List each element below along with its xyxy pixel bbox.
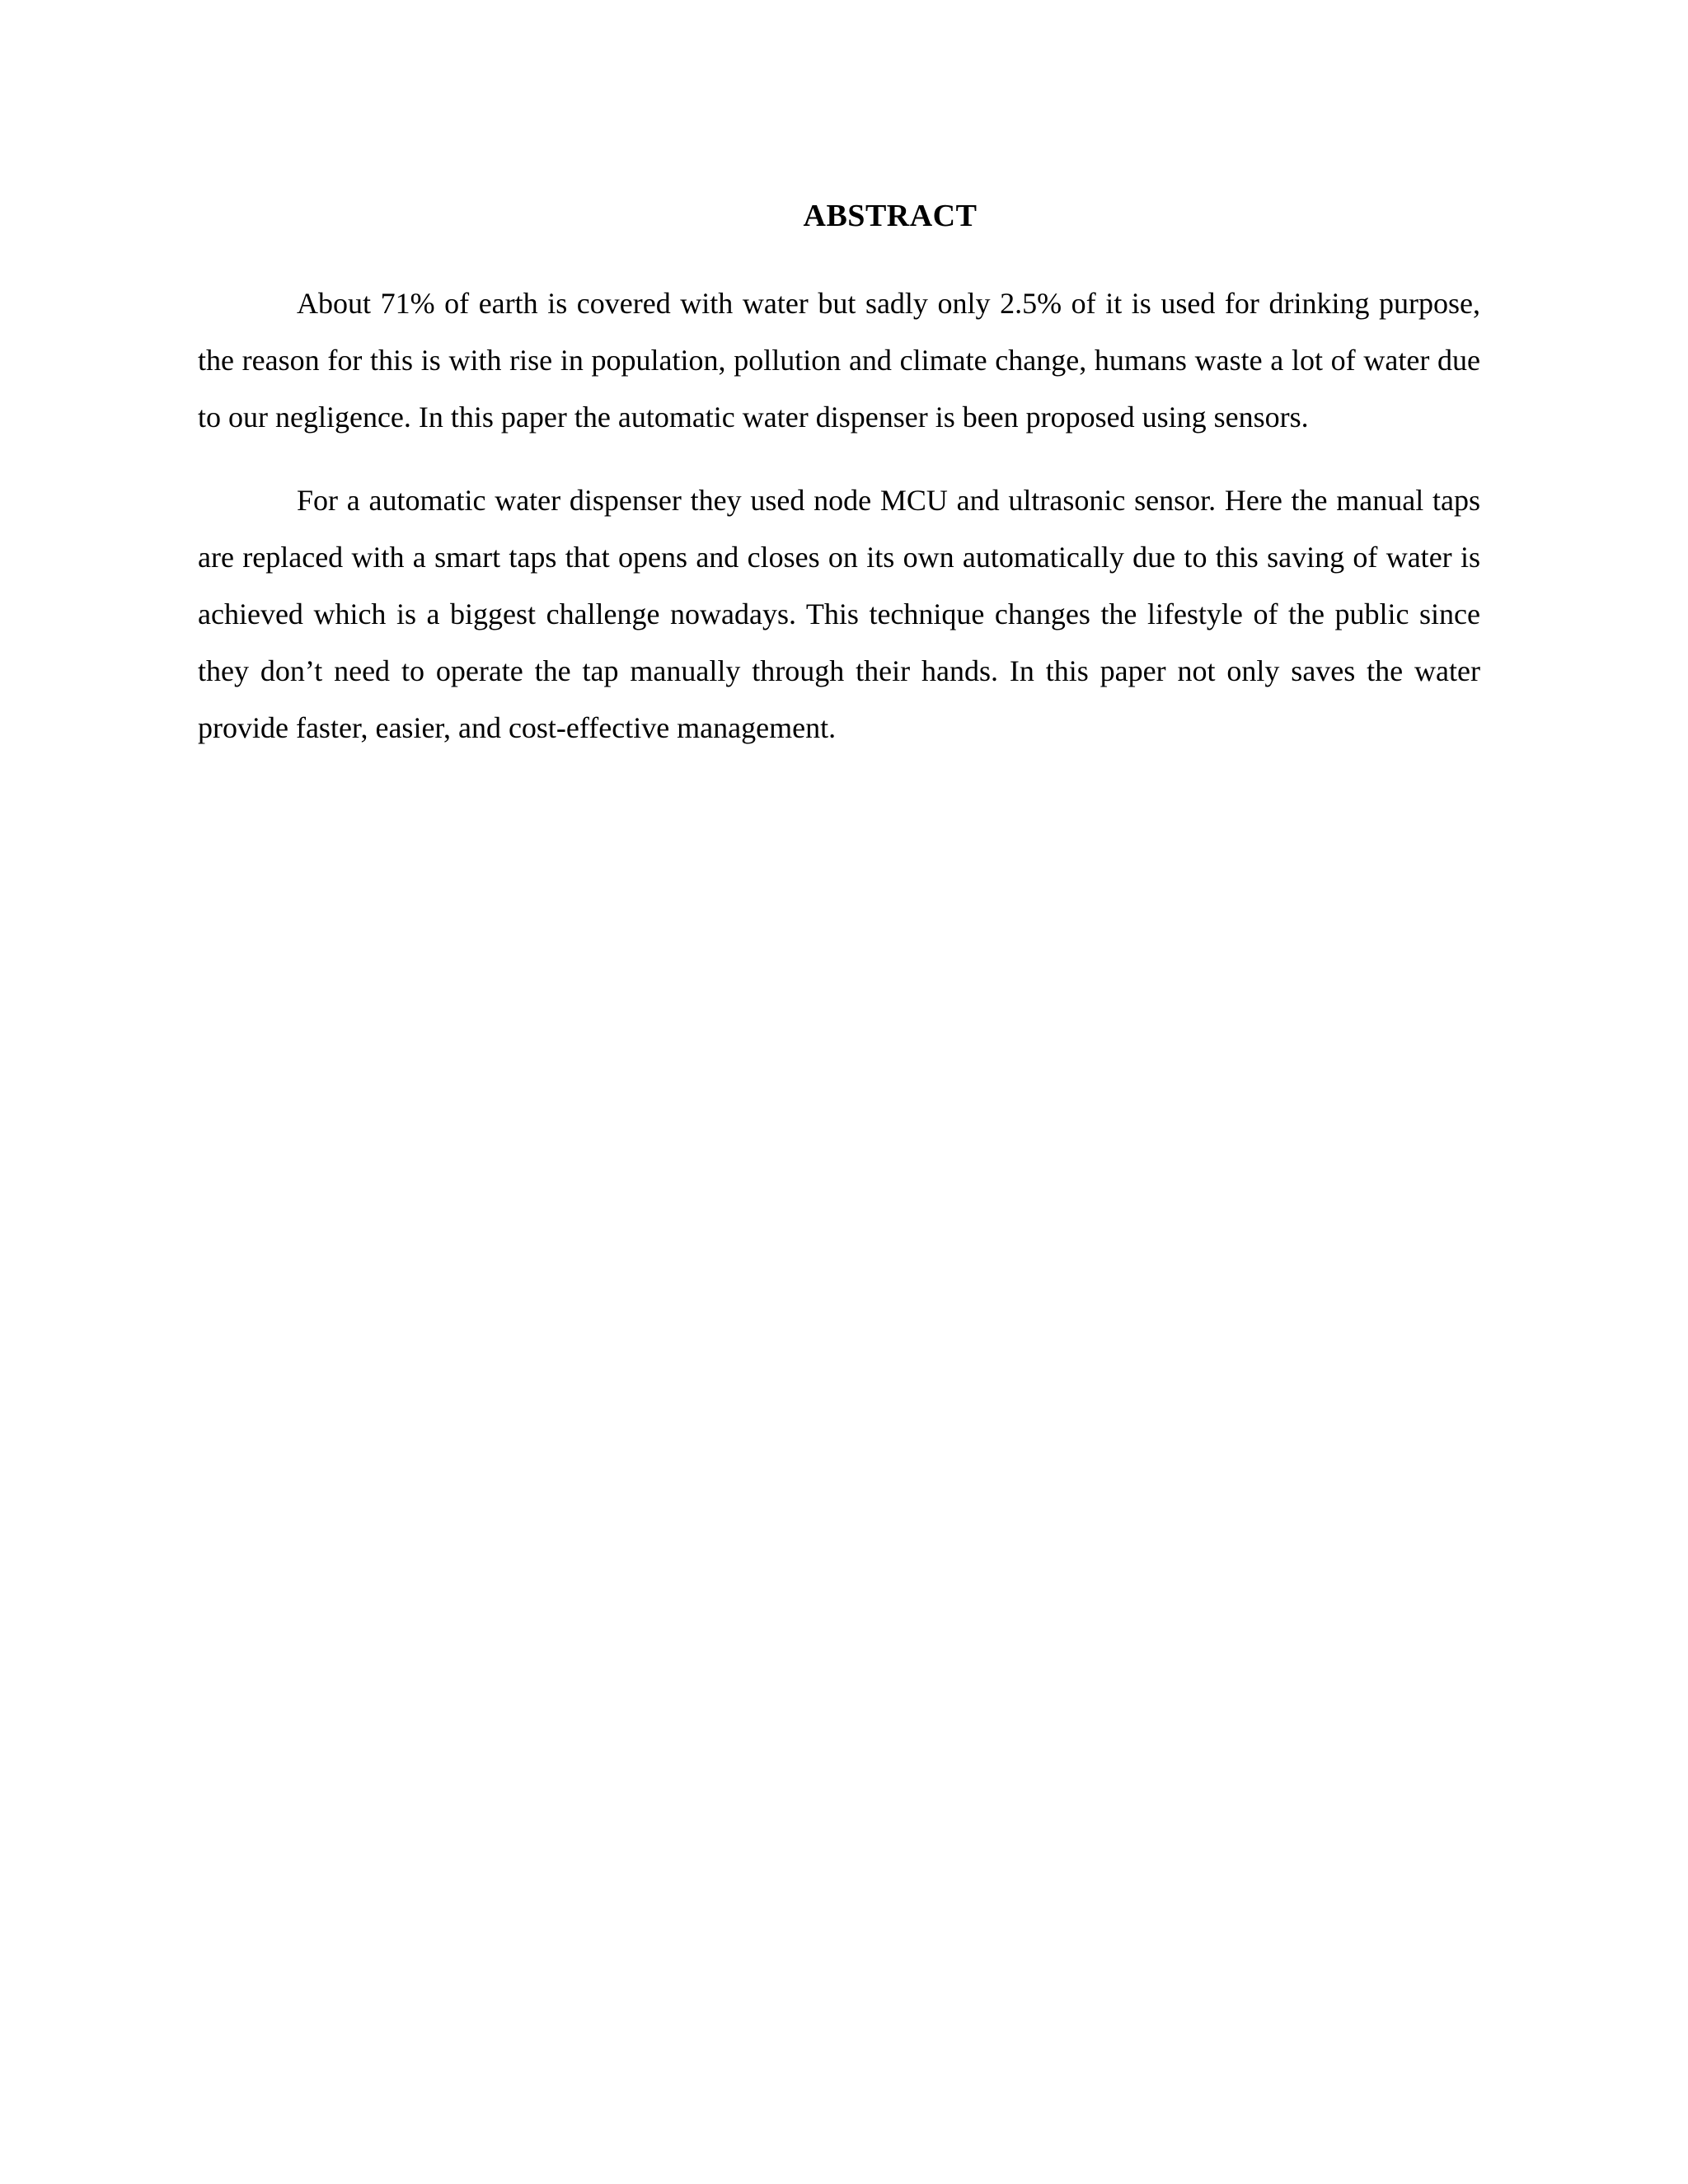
abstract-body <box>198 275 1480 783</box>
abstract-paragraph-1: About 71% of earth is covered with water but sadly only 2.5% of it is used for drinking purpose, the reason for this is with rise in population, pollution and climate change, humans waste a lot of water due to our negligence. In this paper the automatic water dispenser is been proposed using sensors. <box>198 287 1480 434</box>
abstract-paragraph-2: For a automatic water dispenser they used node MCU and ultrasonic sensor. Here the manual taps are replaced with a smart taps that opens and closes on its own automatically due to this saving of water is achieved which is a biggest challenge nowadays. This technique changes the lifestyle of the public since they don’t need to operate the tap manually through their hands. In this paper not only saves the water provide faster, easier, and cost-effective management. <box>198 484 1480 744</box>
abstract-heading: ABSTRACT <box>803 199 978 233</box>
